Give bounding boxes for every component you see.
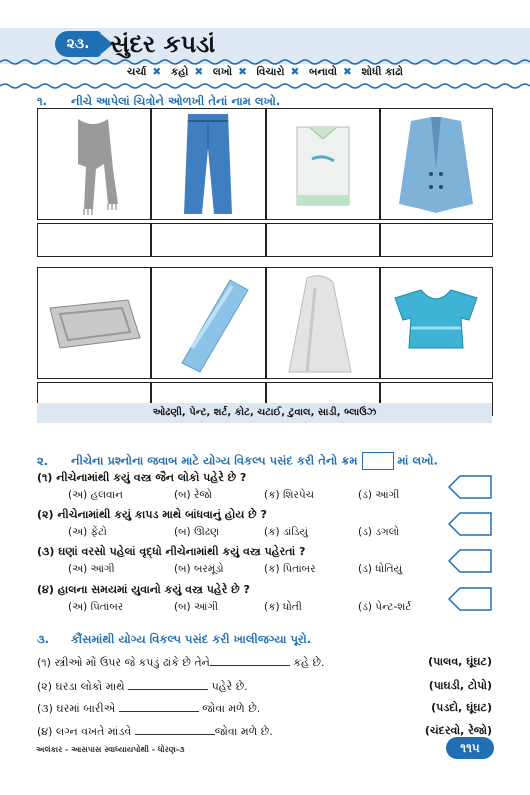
verb: કહો — [170, 66, 189, 78]
answer-box[interactable] — [266, 223, 380, 257]
option[interactable]: (અ) પિતાંબર — [68, 601, 124, 613]
answer-box-sample — [362, 452, 394, 470]
option[interactable]: (ક) શિરપેચ — [264, 489, 315, 501]
mat-icon — [38, 268, 149, 377]
option[interactable]: (ક) ડાંડિયું — [264, 526, 309, 538]
option[interactable]: (ક) ધોતી — [264, 601, 302, 613]
lesson-title: સુંદર કપડાં — [110, 30, 216, 58]
fill-blank-line: (૩) ઘરમાં બારીએ જોવા મળે છે. — [37, 702, 261, 715]
option[interactable]: (બ) બરમૂંડો — [174, 563, 224, 575]
wave-divider — [0, 82, 530, 90]
picture-towel — [151, 267, 266, 379]
mcq-question: (૪) હાલના સમયમાં યુવાનો કયું વસ્ત્ર પહેરે છે ? — [37, 583, 250, 596]
blouse-icon — [381, 268, 491, 377]
mcq-question: (૧) નીચેનામાંથી કયું વસ્ત્ર જૈન લોકો પહેરે છે ? — [37, 471, 247, 484]
option[interactable]: (ડ) ડગલો — [358, 526, 400, 538]
wave-divider — [0, 58, 530, 66]
shirt-icon — [267, 109, 378, 218]
picture-sari — [266, 267, 380, 379]
answer-tag[interactable] — [448, 475, 492, 499]
option[interactable]: (બ) ઊઢણ — [174, 526, 220, 538]
option[interactable]: (બ) આંગી — [174, 601, 218, 613]
cross-icon: ✖ — [342, 66, 352, 78]
scarf-icon — [38, 109, 149, 218]
cross-icon: ✖ — [290, 66, 300, 78]
sari-icon — [267, 268, 378, 377]
blank[interactable] — [210, 655, 290, 666]
picture-shirt — [266, 108, 380, 220]
answer-tag[interactable] — [448, 512, 492, 536]
option[interactable]: (ડ) પેન્ટ-શર્ટ — [358, 601, 412, 613]
question-3-heading: ૩. કૌંસમાંથી યોગ્ય વિકલ્પ પસંદ કરી ખાલીજગ્યા પૂરો. — [37, 632, 312, 646]
verb: બનાવો — [308, 66, 337, 78]
option[interactable]: (અ) હલવાન — [68, 489, 123, 501]
verb: ચર્ચા — [127, 66, 147, 78]
picture-scarf — [37, 108, 151, 220]
fill-blank-line: (૨) ઘરડા લોકો માથે પહેરે છે. — [37, 680, 248, 693]
answer-tag[interactable] — [448, 587, 492, 611]
verb: લખો — [212, 66, 233, 78]
question-2-heading: ૨. નીચેના પ્રશ્નોના જવાબ માટે યોગ્ય વિકલ્પ પસંદ કરી તેનો ક્રમ માં લખો. — [37, 452, 438, 470]
blank[interactable] — [135, 724, 215, 735]
blank[interactable] — [119, 701, 199, 712]
mcq-question: (૨) નીચેનામાંથી કયું કાપડ માથે બાંધવાનું હોય છે ? — [37, 508, 267, 521]
option[interactable]: (અ) ફેંટો — [68, 526, 107, 538]
hint: (પાલવ, ઘૂંઘટ) — [428, 655, 492, 668]
question-1-heading: ૧. નીચે આપેલાં ચિત્રોને ઓળખી તેનાં નામ લખો. — [37, 94, 281, 108]
towel-icon — [152, 268, 264, 377]
verb: શોધી કાઢો — [361, 66, 403, 78]
option[interactable]: (ડ) આંગી — [358, 489, 400, 501]
picture-mat — [37, 267, 151, 379]
mcq-question: (૩) ઘણાં વરસો પહેલાં વૃદ્ધો નીચેનામાંથી કયું વસ્ત્ર પહેરતાં ? — [37, 545, 306, 558]
answer-tag[interactable] — [448, 549, 492, 573]
page-number: ૧૧૫ — [446, 737, 494, 759]
blank[interactable] — [128, 679, 208, 690]
fill-blank-line: (૪) લગ્ન વખતે માંડવે જોવા મળે છે. — [37, 725, 273, 738]
picture-jeans — [151, 108, 266, 220]
fill-blank-line: (૧) સ્ત્રીઓ મોં ઉપર જે કપડું ઢાંકે છે તેને કહે છે. — [37, 656, 325, 669]
answer-box[interactable] — [380, 223, 493, 257]
verb: વિચારો — [256, 66, 285, 78]
option[interactable]: (ક) પિતાંબર — [264, 563, 316, 575]
option[interactable]: (ડ) ધોતિયું — [358, 563, 403, 575]
word-bank: ઓઢણી, પેન્ટ, શર્ટ, કોટ, ચટાઈ, ટુવાલ, સાડી, બ્લાઉઝ — [37, 403, 492, 423]
answer-box[interactable] — [151, 223, 266, 257]
lesson-number-badge: ૨૩. — [55, 31, 101, 57]
picture-coat — [380, 108, 493, 220]
hint: (ચંદરવો, રેજો) — [424, 724, 492, 737]
cross-icon: ✖ — [152, 66, 162, 78]
option[interactable]: (બ) રેજો — [174, 489, 212, 501]
jeans-icon — [152, 109, 264, 218]
hint: (પાઘડી, ટોપો) — [428, 679, 492, 692]
action-verbs — [0, 66, 530, 79]
picture-blouse — [380, 267, 493, 379]
option[interactable]: (અ) આંગી — [68, 563, 115, 575]
hint: (પડદો, ઘૂંઘટ) — [431, 701, 492, 714]
answer-box[interactable] — [37, 223, 151, 257]
coat-icon — [381, 109, 491, 218]
cross-icon: ✖ — [194, 66, 204, 78]
cross-icon: ✖ — [238, 66, 247, 78]
footer-text: અલંકાર - આસપાસ સ્વાધ્યાયપોથી - ધોરણ-૩ — [36, 745, 185, 754]
